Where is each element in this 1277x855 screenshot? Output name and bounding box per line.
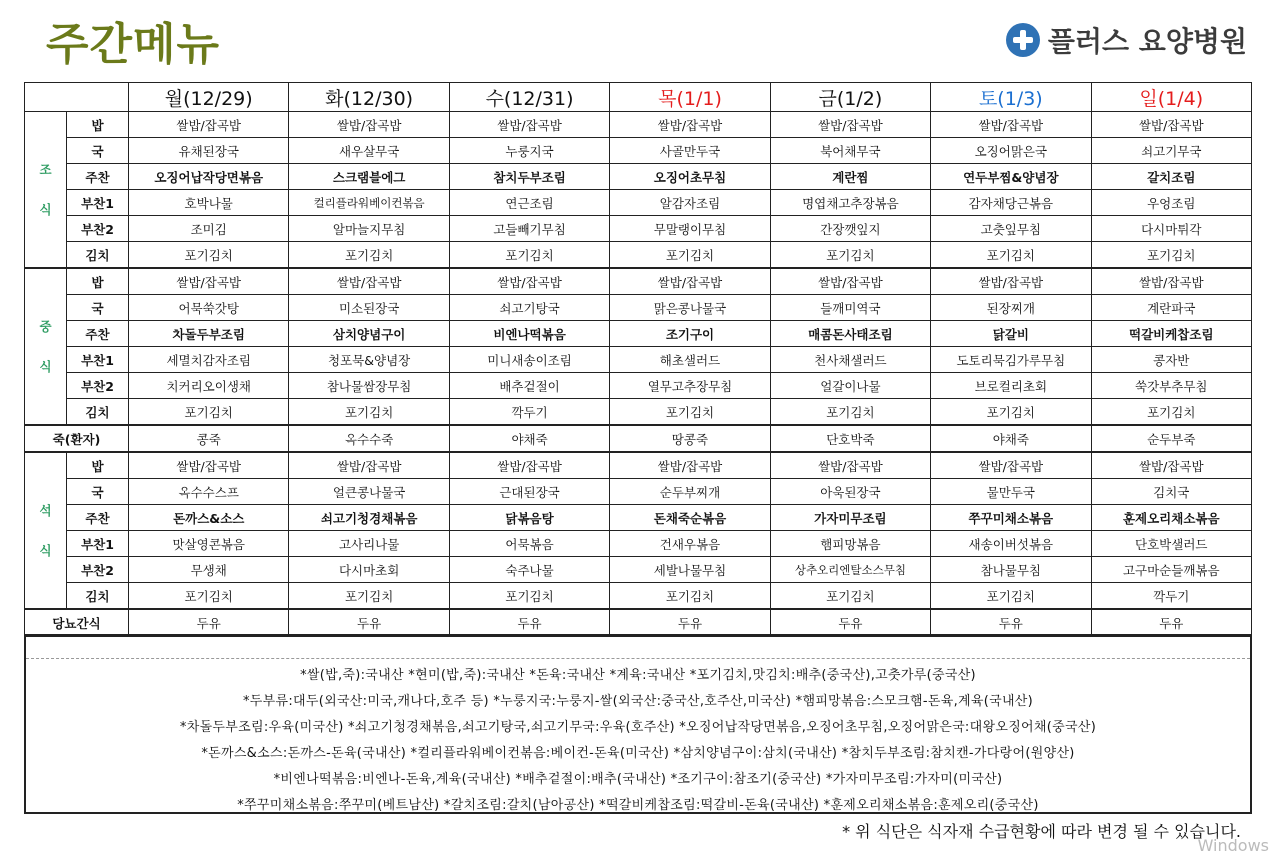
menu-row (25, 321, 1252, 347)
menu-cell: 해초샐러드 (610, 347, 770, 373)
category-label: 밥 (67, 112, 129, 138)
menu-cell: 쌀밥/잡곡밥 (1091, 112, 1251, 138)
menu-cell: 배추겉절이 (449, 373, 609, 399)
category-label: 김치 (67, 583, 129, 610)
menu-cell: 두유 (129, 609, 289, 636)
menu-cell: 포기김치 (129, 242, 289, 269)
menu-cell: 새우살무국 (289, 138, 449, 164)
menu-cell: 두유 (289, 609, 449, 636)
day-header: 일(1/4) (1091, 83, 1251, 112)
category-label: 부찬1 (67, 531, 129, 557)
category-label: 부찬1 (67, 347, 129, 373)
menu-cell: 쌀밥/잡곡밥 (289, 268, 449, 295)
menu-cell: 쌀밥/잡곡밥 (610, 452, 770, 479)
menu-cell: 세발나물무침 (610, 557, 770, 583)
menu-cell: 미니새송이조림 (449, 347, 609, 373)
menu-cell: 포기김치 (931, 399, 1091, 426)
menu-row (25, 557, 1252, 583)
menu-cell: 컬리플라워베이컨볶음 (289, 190, 449, 216)
menu-cell: 포기김치 (770, 583, 930, 610)
menu-cell: 포기김치 (1091, 399, 1251, 426)
menu-cell: 포기김치 (610, 242, 770, 269)
meal-label: 석 식 (25, 452, 67, 609)
menu-cell: 연근조림 (449, 190, 609, 216)
menu-row (25, 583, 1252, 610)
menu-cell: 포기김치 (610, 583, 770, 610)
menu-cell: 햄피망볶음 (770, 531, 930, 557)
day-header: 화(12/30) (289, 83, 449, 112)
menu-cell: 쌀밥/잡곡밥 (770, 268, 930, 295)
menu-cell: 물만두국 (931, 479, 1091, 505)
menu-row (25, 268, 1252, 295)
menu-cell: 알감자조림 (610, 190, 770, 216)
day-header-row (25, 83, 1252, 112)
menu-cell: 쌀밥/잡곡밥 (931, 452, 1091, 479)
menu-cell: 참나물무침 (931, 557, 1091, 583)
menu-cell: 무말랭이무침 (610, 216, 770, 242)
menu-cell: 쌀밥/잡곡밥 (129, 112, 289, 138)
menu-cell: 열무고추장무침 (610, 373, 770, 399)
menu-cell: 콩자반 (1091, 347, 1251, 373)
menu-cell: 북어채무국 (770, 138, 930, 164)
menu-row (25, 399, 1252, 426)
menu-cell: 쌀밥/잡곡밥 (129, 268, 289, 295)
origin-notes (24, 634, 1252, 814)
menu-row (25, 138, 1252, 164)
menu-cell: 알마늘지무침 (289, 216, 449, 242)
menu-row (25, 479, 1252, 505)
menu-cell: 단호박샐러드 (1091, 531, 1251, 557)
menu-cell: 쇠고기무국 (1091, 138, 1251, 164)
day-header: 토(1/3) (931, 83, 1091, 112)
menu-cell: 포기김치 (129, 583, 289, 610)
menu-cell: 쌀밥/잡곡밥 (610, 268, 770, 295)
menu-row (25, 164, 1252, 190)
cross-logo-icon (1006, 23, 1040, 57)
menu-cell: 포기김치 (129, 399, 289, 426)
menu-cell: 포기김치 (770, 242, 930, 269)
menu-cell: 유채된장국 (129, 138, 289, 164)
menu-cell: 숙주나물 (449, 557, 609, 583)
meal-label: 중 식 (25, 268, 67, 425)
divider (26, 658, 1250, 659)
category-label: 주찬 (67, 164, 129, 190)
menu-cell: 명엽채고추장볶음 (770, 190, 930, 216)
menu-cell: 떡갈비케찹조림 (1091, 321, 1251, 347)
menu-cell: 쭈꾸미채소볶음 (931, 505, 1091, 531)
menu-cell: 브로컬리초회 (931, 373, 1091, 399)
menu-cell: 다시마튀각 (1091, 216, 1251, 242)
menu-cell: 사골만두국 (610, 138, 770, 164)
menu-cell: 삼치양념구이 (289, 321, 449, 347)
menu-row (25, 425, 1252, 452)
menu-cell: 계란찜 (770, 164, 930, 190)
menu-cell: 미소된장국 (289, 295, 449, 321)
menu-cell: 쑥갓부추무침 (1091, 373, 1251, 399)
menu-cell: 오징어맑은국 (931, 138, 1091, 164)
menu-row (25, 295, 1252, 321)
menu-cell: 단호박죽 (770, 425, 930, 452)
menu-cell: 누룽지국 (449, 138, 609, 164)
menu-cell: 콩죽 (129, 425, 289, 452)
day-header: 수(12/31) (449, 83, 609, 112)
menu-cell: 우엉조림 (1091, 190, 1251, 216)
menu-cell: 아욱된장국 (770, 479, 930, 505)
menu-cell: 다시마초회 (289, 557, 449, 583)
menu-cell: 옥수수스프 (129, 479, 289, 505)
menu-cell: 순두부죽 (1091, 425, 1251, 452)
footer-note: * 위 식단은 식자재 수급현황에 따라 변경 될 수 있습니다. (842, 822, 1241, 841)
menu-cell: 포기김치 (449, 242, 609, 269)
menu-cell: 갈치조림 (1091, 164, 1251, 190)
menu-row (25, 216, 1252, 242)
menu-cell: 어묵볶음 (449, 531, 609, 557)
menu-cell: 쌀밥/잡곡밥 (129, 452, 289, 479)
menu-row (25, 452, 1252, 479)
menu-cell: 돈까스&소스 (129, 505, 289, 531)
page-title: 주간메뉴 (46, 19, 221, 70)
menu-cell: 근대된장국 (449, 479, 609, 505)
menu-cell: 건새우볶음 (610, 531, 770, 557)
origin-note-line: *비엔나떡볶음:비엔나-돈육,계육(국내산) *배추겉절이:배추(국내산) *조기구이:참조기(중국산) *가자미무조림:가자미(미국산) (273, 772, 1003, 787)
menu-row (25, 609, 1252, 636)
day-header: 금(1/2) (770, 83, 930, 112)
menu-cell: 고구마순들깨볶음 (1091, 557, 1251, 583)
menu-cell: 두유 (1091, 609, 1251, 636)
menu-cell: 두유 (610, 609, 770, 636)
menu-cell: 쌀밥/잡곡밥 (449, 452, 609, 479)
category-label: 부찬1 (67, 190, 129, 216)
menu-cell: 얼갈이나물 (770, 373, 930, 399)
menu-cell: 참치두부조림 (449, 164, 609, 190)
menu-cell: 가자미무조림 (770, 505, 930, 531)
menu-cell: 쌀밥/잡곡밥 (449, 268, 609, 295)
category-label: 당뇨간식 (25, 609, 129, 636)
menu-cell: 치커리오이생채 (129, 373, 289, 399)
menu-cell: 돈채죽순볶음 (610, 505, 770, 531)
menu-cell: 무생채 (129, 557, 289, 583)
menu-row (25, 112, 1252, 138)
os-watermark: Windows (1197, 836, 1269, 855)
menu-cell: 야채죽 (449, 425, 609, 452)
menu-cell: 상추오리엔탈소스무침 (770, 557, 930, 583)
menu-row (25, 373, 1252, 399)
category-label: 죽(환자) (25, 425, 129, 452)
menu-row (25, 531, 1252, 557)
menu-cell: 고춧잎무침 (931, 216, 1091, 242)
menu-cell: 간장깻잎지 (770, 216, 930, 242)
menu-cell: 쌀밥/잡곡밥 (1091, 268, 1251, 295)
menu-cell: 새송이버섯볶음 (931, 531, 1091, 557)
menu-cell: 야채죽 (931, 425, 1091, 452)
menu-cell: 계란파국 (1091, 295, 1251, 321)
menu-cell: 쇠고기탕국 (449, 295, 609, 321)
menu-cell: 포기김치 (449, 583, 609, 610)
category-label: 밥 (67, 268, 129, 295)
menu-cell: 고사리나물 (289, 531, 449, 557)
menu-cell: 고들빼기무침 (449, 216, 609, 242)
menu-cell: 쌀밥/잡곡밥 (931, 112, 1091, 138)
menu-row (25, 505, 1252, 531)
corner-cell (25, 83, 129, 112)
menu-cell: 연두부찜&양념장 (931, 164, 1091, 190)
menu-cell: 포기김치 (289, 399, 449, 426)
menu-cell: 참나물쌈장무침 (289, 373, 449, 399)
menu-cell: 깍두기 (1091, 583, 1251, 610)
category-label: 김치 (67, 399, 129, 426)
menu-cell: 포기김치 (931, 242, 1091, 269)
menu-cell: 오징어초무침 (610, 164, 770, 190)
menu-cell: 쌀밥/잡곡밥 (1091, 452, 1251, 479)
menu-cell: 차돌두부조림 (129, 321, 289, 347)
menu-cell: 감자채당근볶음 (931, 190, 1091, 216)
category-label: 부찬2 (67, 557, 129, 583)
menu-cell: 깍두기 (449, 399, 609, 426)
menu-cell: 맛살영콘볶음 (129, 531, 289, 557)
origin-note-line: *쌀(밥,죽):국내산 *현미(밥,죽):국내산 *돈육:국내산 *계육:국내산 *포기김치,맛김치:배추(중국산),고춧가루(중국산) (300, 668, 976, 683)
menu-cell: 두유 (931, 609, 1091, 636)
category-label: 김치 (67, 242, 129, 269)
menu-cell: 포기김치 (931, 583, 1091, 610)
menu-cell: 두유 (770, 609, 930, 636)
category-label: 밥 (67, 452, 129, 479)
menu-cell: 포기김치 (289, 583, 449, 610)
menu-cell: 쌀밥/잡곡밥 (770, 452, 930, 479)
origin-note-line: *돈까스&소스:돈까스-돈육(국내산) *컬리플라워베이컨볶음:베이컨-돈육(미국산) *삼치양념구이:삼치(국내산) *참치두부조림:참치캔-가다랑어(원양산) (201, 746, 1075, 761)
menu-cell: 세멸치감자조림 (129, 347, 289, 373)
menu-cell: 쌀밥/잡곡밥 (610, 112, 770, 138)
menu-cell: 포기김치 (770, 399, 930, 426)
menu-cell: 포기김치 (610, 399, 770, 426)
day-header: 월(12/29) (129, 83, 289, 112)
menu-cell: 천사채샐러드 (770, 347, 930, 373)
menu-cell: 들깨미역국 (770, 295, 930, 321)
hospital-name: 플러스 요양병원 (1047, 25, 1247, 58)
meal-label: 조 식 (25, 112, 67, 269)
menu-cell: 호박나물 (129, 190, 289, 216)
category-label: 부찬2 (67, 373, 129, 399)
menu-cell: 쌀밥/잡곡밥 (449, 112, 609, 138)
menu-cell: 쇠고기청경채볶음 (289, 505, 449, 531)
category-label: 부찬2 (67, 216, 129, 242)
menu-cell: 비엔나떡볶음 (449, 321, 609, 347)
menu-cell: 닭볶음탕 (449, 505, 609, 531)
menu-row (25, 242, 1252, 269)
menu-cell: 두유 (449, 609, 609, 636)
menu-row (25, 347, 1252, 373)
menu-cell: 매콤돈사태조림 (770, 321, 930, 347)
menu-cell: 스크램블에그 (289, 164, 449, 190)
menu-cell: 오징어납작당면볶음 (129, 164, 289, 190)
menu-cell: 청포묵&양념장 (289, 347, 449, 373)
menu-cell: 쌀밥/잡곡밥 (770, 112, 930, 138)
menu-cell: 훈제오리채소볶음 (1091, 505, 1251, 531)
menu-cell: 조기구이 (610, 321, 770, 347)
menu-cell: 옥수수죽 (289, 425, 449, 452)
day-header: 목(1/1) (610, 83, 770, 112)
menu-cell: 쌀밥/잡곡밥 (289, 112, 449, 138)
origin-note-line: *두부류:대두(외국산:미국,캐나다,호주 등) *누룽지국:누룽지-쌀(외국산:중국산,호주산,미국산) *햄피망볶음:스모크햄-돈육,계육(국내산) (242, 694, 1034, 709)
menu-cell: 된장찌개 (931, 295, 1091, 321)
menu-cell: 김치국 (1091, 479, 1251, 505)
menu-cell: 포기김치 (289, 242, 449, 269)
category-label: 주찬 (67, 505, 129, 531)
menu-cell: 조미김 (129, 216, 289, 242)
menu-cell: 땅콩죽 (610, 425, 770, 452)
menu-cell: 닭갈비 (931, 321, 1091, 347)
category-label: 국 (67, 295, 129, 321)
category-label: 주찬 (67, 321, 129, 347)
origin-note-line: *차돌두부조림:우육(미국산) *쇠고기청경채볶음,쇠고기탕국,쇠고기무국:우육(호주산) *오징어납작당면볶음,오징어초무침,오징어맑은국:대왕오징어채(중국산) (179, 720, 1097, 735)
menu-cell: 맑은콩나물국 (610, 295, 770, 321)
menu-cell: 쌀밥/잡곡밥 (289, 452, 449, 479)
category-label: 국 (67, 138, 129, 164)
weekly-menu-table (24, 82, 1252, 637)
hospital-brand (1006, 20, 1247, 60)
menu-cell: 포기김치 (1091, 242, 1251, 269)
origin-note-line: *쭈꾸미채소볶음:쭈꾸미(베트남산) *갈치조림:갈치(남아공산) *떡갈비케찹조림:떡갈비-돈육(국내산) *훈제오리채소볶음:훈제오리(중국산) (237, 798, 1039, 813)
menu-cell: 순두부찌개 (610, 479, 770, 505)
menu-cell: 얼큰콩나물국 (289, 479, 449, 505)
menu-cell: 도토리묵김가루무침 (931, 347, 1091, 373)
menu-cell: 어묵쑥갓탕 (129, 295, 289, 321)
menu-cell: 쌀밥/잡곡밥 (931, 268, 1091, 295)
category-label: 국 (67, 479, 129, 505)
menu-row (25, 190, 1252, 216)
